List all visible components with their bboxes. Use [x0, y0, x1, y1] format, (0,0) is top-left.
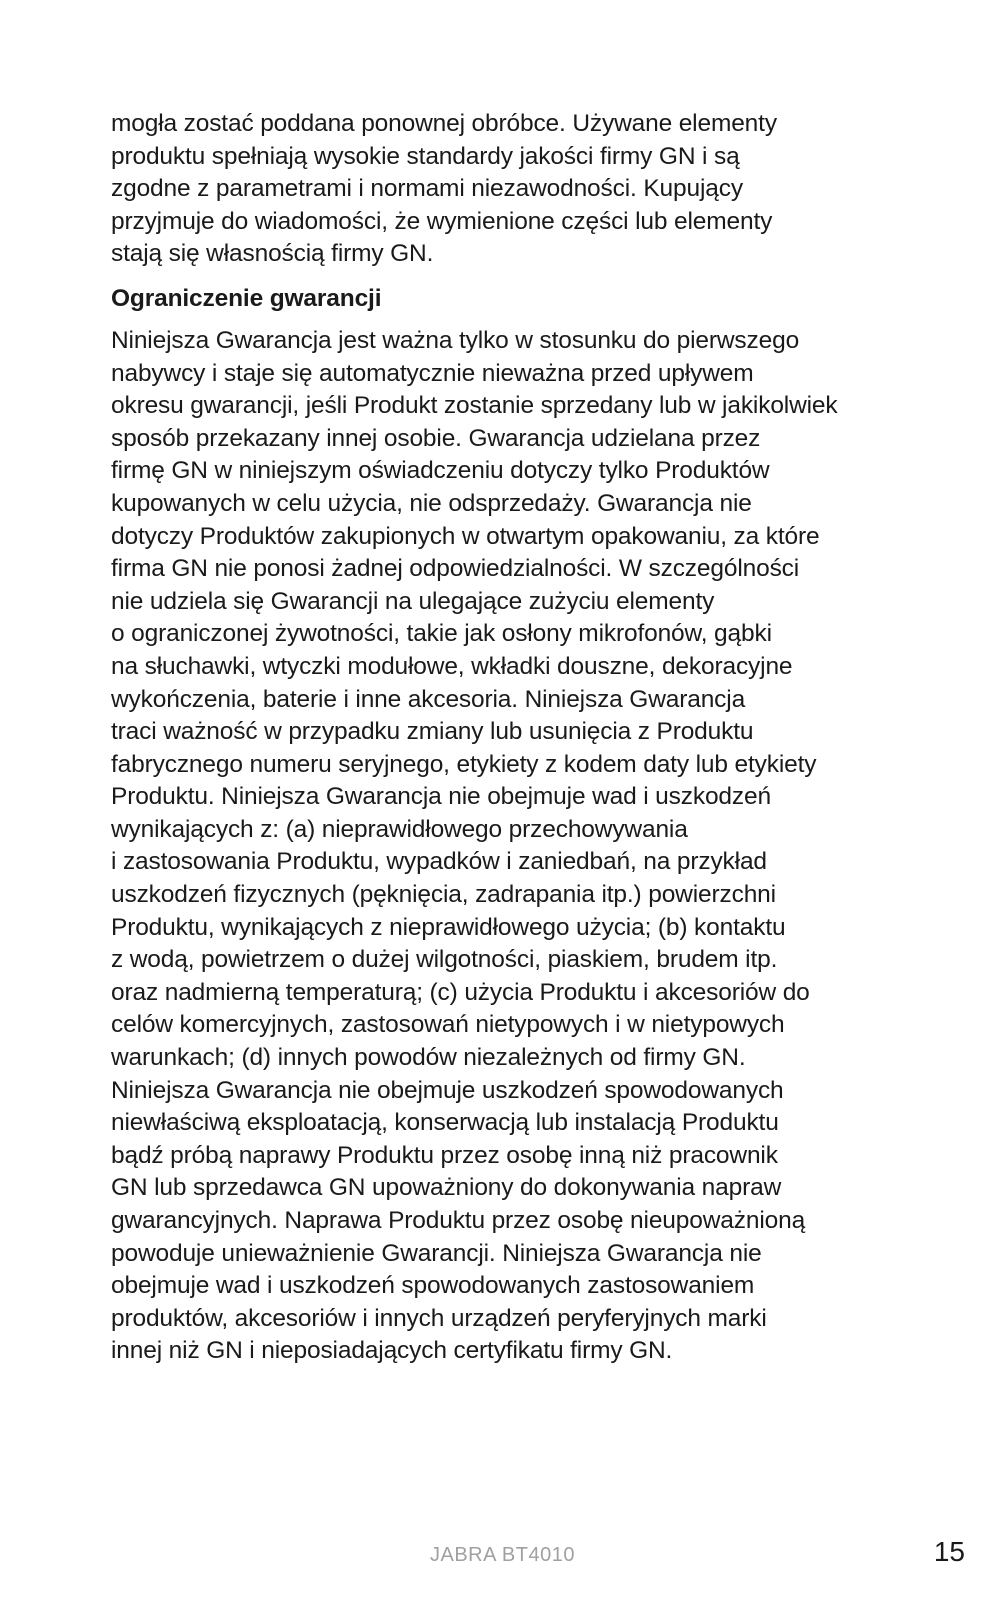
body-line: Produktu, wynikających z nieprawidłowego użycia; (b) kontaktu [111, 913, 786, 941]
body-line: Niniejsza Gwarancja nie obejmuje uszkodzeń spowodowanych [111, 1076, 784, 1104]
intro-line: produktu spełniają wysokie standardy jakości firmy GN i są [111, 142, 740, 170]
page-number: 15 [933, 1536, 965, 1567]
body-line: z wodą, powietrzem o dużej wilgotności, piaskiem, brudem itp. [111, 946, 778, 974]
body-line: Produktu. Niniejsza Gwarancja nie obejmuje wad i uszkodzeń [111, 783, 771, 811]
intro-paragraph [111, 108, 911, 271]
intro-line: stają się własnością firmy GN. [111, 240, 434, 268]
section-heading: Ograniczenie gwarancji [111, 284, 382, 312]
body-line: produktów, akcesoriów i innych urządzeń peryferyjnych marki [111, 1304, 767, 1332]
body-line: niewłaściwą eksploatacją, konserwacją lub instalacją Produktu [111, 1109, 779, 1137]
body-line: nabywcy i staje się automatycznie nieważna przed upływem [111, 359, 754, 387]
body-line: wynikających z: (a) nieprawidłowego przechowywania [111, 815, 688, 843]
body-line: Niniejsza Gwarancja jest ważna tylko w stosunku do pierwszego [111, 326, 800, 354]
body-line: dotyczy Produktów zakupionych w otwartym opakowaniu, za które [111, 522, 820, 550]
body-line: warunkach; (d) innych powodów niezależnych od firmy GN. [111, 1044, 746, 1072]
body-line: o ograniczonej żywotności, takie jak osłony mikrofonów, gąbki [111, 620, 772, 648]
intro-line: zgodne z parametrami i normami niezawodności. Kupujący [111, 175, 743, 203]
body-line: fabrycznego numeru seryjnego, etykiety z kodem daty lub etykiety [111, 750, 817, 778]
body-paragraph [111, 325, 911, 1368]
body-line: na słuchawki, wtyczki modułowe, wkładki douszne, dekoracyjne [111, 652, 793, 680]
body-line: powoduje unieważnienie Gwarancji. Niniejsza Gwarancja nie [111, 1239, 762, 1267]
body-line: kupowanych w celu użycia, nie odsprzedaży. Gwarancja nie [111, 489, 752, 517]
body-line: firmę GN w niniejszym oświadczeniu dotyczy tylko Produktów [111, 457, 770, 485]
document-page [111, 108, 911, 1368]
body-line: i zastosowania Produktu, wypadków i zaniedbań, na przykład [111, 848, 767, 876]
body-line: bądź próbą naprawy Produktu przez osobę inną niż pracownik [111, 1141, 778, 1169]
body-line: okresu gwarancji, jeśli Produkt zostanie sprzedany lub w jakikolwiek [111, 392, 838, 420]
body-line: gwarancyjnych. Naprawa Produktu przez osobę nieupoważnioną [111, 1207, 806, 1234]
body-line: nie udziela się Gwarancji na ulegające zużyciu elementy [111, 587, 715, 615]
footer-product-name: JABRA BT4010 [430, 1544, 575, 1566]
body-line: uszkodzeń fizycznych (pęknięcia, zadrapania itp.) powierzchni [111, 881, 776, 909]
body-line: traci ważność w przypadku zmiany lub usunięcia z Produktu [111, 718, 754, 746]
body-line: obejmuje wad i uszkodzeń spowodowanych zastosowaniem [111, 1272, 755, 1300]
body-line: innej niż GN i nieposiadających certyfikatu firmy GN. [111, 1337, 673, 1365]
body-line: wykończenia, baterie i inne akcesoria. Niniejsza Gwarancja [111, 685, 746, 713]
body-line: sposób przekazany innej osobie. Gwarancja udzielana przez [111, 424, 761, 452]
body-line: oraz nadmierną temperaturą; (c) użycia Produktu i akcesoriów do [111, 978, 810, 1006]
body-line: GN lub sprzedawca GN upoważniony do dokonywania napraw [111, 1174, 782, 1202]
body-line: firma GN nie ponosi żadnej odpowiedzialności. W szczególności [111, 555, 800, 583]
intro-line: mogła zostać poddana ponownej obróbce. Używane elementy [111, 110, 777, 137]
body-line: celów komercyjnych, zastosowań nietypowych i w nietypowych [111, 1011, 785, 1039]
intro-line: przyjmuje do wiadomości, że wymienione części lub elementy [111, 207, 773, 235]
